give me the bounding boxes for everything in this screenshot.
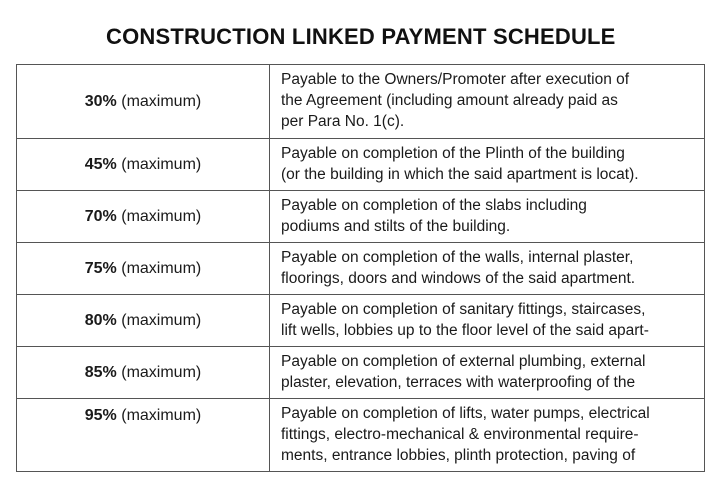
percent-cell [17,243,270,295]
description-line: plaster, elevation, terraces with waterproofing of the [281,374,636,391]
percent-value: 80% [84,311,117,329]
percent-cell [17,295,270,347]
description-line: Payable on completion of external plumbing, external [281,353,646,370]
description-line: fittings, electro-mechanical & environmental require- [281,426,639,443]
percent-cell [17,191,270,243]
description-cell [270,399,705,472]
table-row [17,191,705,243]
description-cell [270,191,705,243]
percent-value: 75% [84,259,117,277]
percent-cell [17,399,270,472]
table-row [17,399,705,472]
percent-value: 85% [84,363,117,381]
percent-qualifier: (maximum) [121,92,202,110]
table-row [17,347,705,399]
description-line: Payable on completion of sanitary fittings, staircases, [281,301,646,318]
percent-qualifier: (maximum) [121,207,202,225]
percent-qualifier: (maximum) [121,311,202,329]
description-line: ments, entrance lobbies, plinth protection, paving of [281,447,636,464]
percent-qualifier: (maximum) [121,407,202,424]
description-cell [270,243,705,295]
description-line: podiums and stilts of the building. [281,218,511,235]
table-row [17,243,705,295]
percent-value: 70% [84,207,117,225]
percent-value: 30% [84,92,117,110]
description-line: (or the building in which the said apartment is locat). [281,166,639,183]
percent-cell [17,139,270,191]
description-cell [270,139,705,191]
description-cell [270,295,705,347]
table-row [17,65,705,139]
table-row [17,295,705,347]
description-line: Payable on completion of the slabs including [281,197,587,214]
description-line: lift wells, lobbies up to the floor level of the said apart- [281,322,649,339]
description-line: Payable on completion of lifts, water pumps, electrical [281,405,650,422]
percent-value: 95% [84,407,117,424]
description-line: per Para No. 1(c). [281,113,405,130]
percent-qualifier: (maximum) [121,259,202,277]
page-title: CONSTRUCTION LINKED PAYMENT SCHEDULE [106,24,616,49]
percent-cell [17,65,270,139]
description-line: Payable to the Owners/Promoter after execution of [281,71,630,88]
description-cell [270,65,705,139]
description-line: the Agreement (including amount already paid as [281,92,618,109]
percent-qualifier: (maximum) [121,155,202,173]
payment-schedule-table [16,64,705,472]
percent-cell [17,347,270,399]
table-row [17,139,705,191]
description-line: Payable on completion of the Plinth of the building [281,145,625,162]
percent-value: 45% [84,155,117,173]
percent-qualifier: (maximum) [121,363,202,381]
description-line: floorings, doors and windows of the said apartment. [281,270,636,287]
description-cell [270,347,705,399]
description-line: Payable on completion of the walls, internal plaster, [281,249,634,266]
